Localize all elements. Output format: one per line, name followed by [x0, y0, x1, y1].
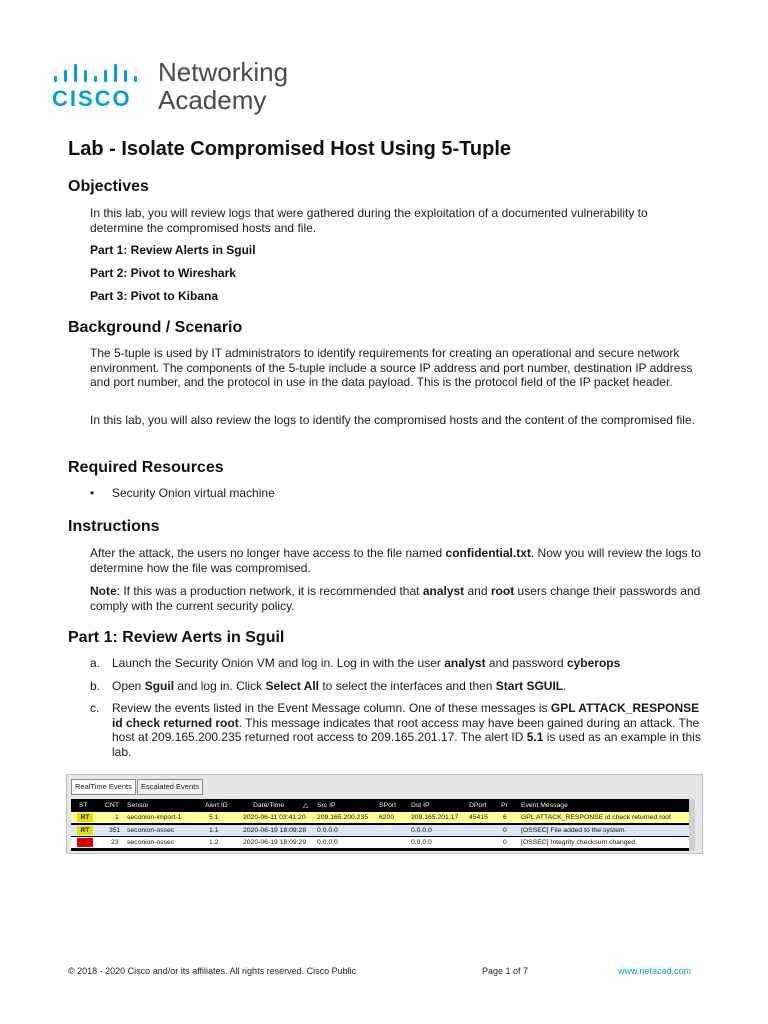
- objectives-intro: In this lab, you will review logs that were gathered during the exploitation of a documented vulnerability to determine the compromised hosts and file.: [90, 206, 648, 235]
- cell-event-message: [OSSEC] File added to the system.: [521, 827, 627, 834]
- cisco-networking-academy-logo: [52, 56, 312, 120]
- col-header-datetime[interactable]: Date/Time: [253, 802, 285, 809]
- status-badge: RT: [77, 838, 93, 847]
- cell-dst-ip: 209.165.201.17: [411, 814, 459, 821]
- required-resources-heading: Required Resources: [68, 459, 224, 476]
- sguil-screenshot: [66, 774, 703, 854]
- footer-link[interactable]: www.netacad.com: [618, 966, 692, 976]
- cell-event-message: GPL ATTACK_RESPONSE id check returned root: [521, 814, 671, 821]
- background-heading: Background / Scenario: [68, 319, 243, 336]
- cell-sensor: seconion-import-1: [127, 814, 182, 821]
- table-row[interactable]: [71, 812, 695, 823]
- tab-escalated-events[interactable]: Escalated Events: [137, 779, 203, 795]
- footer-page-number: Page 1 of 7: [482, 966, 529, 976]
- page-title: Lab - Isolate Compromised Host Using 5-Tuple: [68, 138, 512, 160]
- cell-sport: 6200: [379, 814, 395, 821]
- col-header-src-ip[interactable]: Src IP: [317, 802, 336, 809]
- sguil-events-table: [71, 799, 695, 851]
- cell-cnt: 351: [109, 827, 121, 834]
- objective-part-1: Part 1: Review Alerts in Sguil: [90, 243, 256, 257]
- cell-event-message: [OSSEC] Integrity checksum changed.: [521, 839, 637, 846]
- cell-sensor: seconion-ossec: [127, 839, 175, 846]
- instructions-heading: Instructions: [68, 518, 160, 535]
- logo-line-academy: Academy: [158, 85, 267, 115]
- objective-part-3: Part 3: Pivot to Kibana: [90, 289, 219, 303]
- cell-cnt: 23: [111, 839, 119, 846]
- cell-src-ip: 0.0.0.0: [317, 839, 338, 846]
- bullet-icon: •: [90, 486, 95, 500]
- col-header-event-message[interactable]: Event Message: [521, 802, 568, 809]
- cell-src-ip: 209.165.200.235: [317, 814, 369, 821]
- cell-pr: 0: [503, 839, 507, 846]
- cisco-bridge-bars-icon: [52, 62, 152, 82]
- instructions-paragraph: After the attack, the users no longer have access to the file named confidential.txt. Now you will review the logs to determine how the file was compromised.: [90, 546, 701, 575]
- cell-dst-ip: 0.0.0.0: [411, 839, 432, 846]
- tab-realtime-events[interactable]: RealTime Events: [71, 779, 136, 795]
- table-scrollbar[interactable]: [689, 799, 695, 851]
- col-header-pr[interactable]: Pr: [501, 802, 508, 809]
- table-row[interactable]: [71, 825, 695, 836]
- cisco-wordmark: CISCO: [52, 86, 132, 111]
- objectives-heading: Objectives: [68, 178, 149, 195]
- cell-datetime: 2020-06-19 18:09:29: [243, 839, 307, 846]
- background-paragraph-2: In this lab, you will also review the logs to identify the compromised hosts and the content of the compromised file.: [90, 413, 695, 427]
- cell-alert-id: 5.1: [209, 814, 219, 821]
- status-badge: RT: [77, 826, 93, 835]
- objective-part-2: Part 2: Pivot to Wireshark: [90, 266, 236, 280]
- col-header-sensor[interactable]: Sensor: [127, 802, 149, 809]
- col-header-dst-ip[interactable]: Dst IP: [411, 802, 430, 809]
- table-row[interactable]: [71, 837, 695, 848]
- cell-pr: 0: [503, 827, 507, 834]
- cell-datetime: 2020-06-11 03:41:20: [243, 814, 306, 821]
- col-header-dport[interactable]: DPort: [469, 802, 487, 809]
- cell-alert-id: 1.2: [209, 839, 219, 846]
- background-paragraph-1: The 5-tuple is used by IT administrators to identify requirements for creating an operational and secure network environment. The components of the 5-tuple include a source IP address and port number, destination IP address and port number, and the protocol in use in the data payload. This is the protocol field of the IP packet header.: [90, 346, 693, 389]
- instructions-note: Note: If this was a production network, it is recommended that analyst and root users change their passwords and comply with the current security policy.: [90, 584, 701, 613]
- col-header-cnt[interactable]: CNT: [105, 802, 119, 809]
- cell-src-ip: 0.0.0.0: [317, 827, 338, 834]
- sort-triangle-icon: △: [303, 802, 309, 809]
- part1-heading: Part 1: Review Aerts in Sguil: [68, 629, 285, 646]
- cell-alert-id: 1.1: [209, 827, 219, 834]
- col-header-sport[interactable]: SPort: [379, 802, 396, 809]
- cell-pr: 6: [503, 814, 507, 821]
- cell-cnt: 1: [115, 814, 119, 821]
- status-badge: RT: [77, 813, 93, 822]
- cell-dport: 45415: [469, 814, 488, 821]
- logo-line-networking: Networking: [158, 57, 289, 87]
- cell-sensor: seconion-ossec: [127, 827, 175, 834]
- footer-copyright: © 2018 - 2020 Cisco and/or its affiliates. All rights reserved. Cisco Public: [68, 966, 357, 976]
- col-header-alert-id[interactable]: Alert ID: [205, 802, 228, 809]
- col-header-st[interactable]: ST: [79, 802, 88, 809]
- cell-dst-ip: 0.0.0.0: [411, 827, 432, 834]
- cell-datetime: 2020-06-19 18:09:28: [243, 827, 307, 834]
- resource-item-label: Security Onion virtual machine: [112, 486, 275, 500]
